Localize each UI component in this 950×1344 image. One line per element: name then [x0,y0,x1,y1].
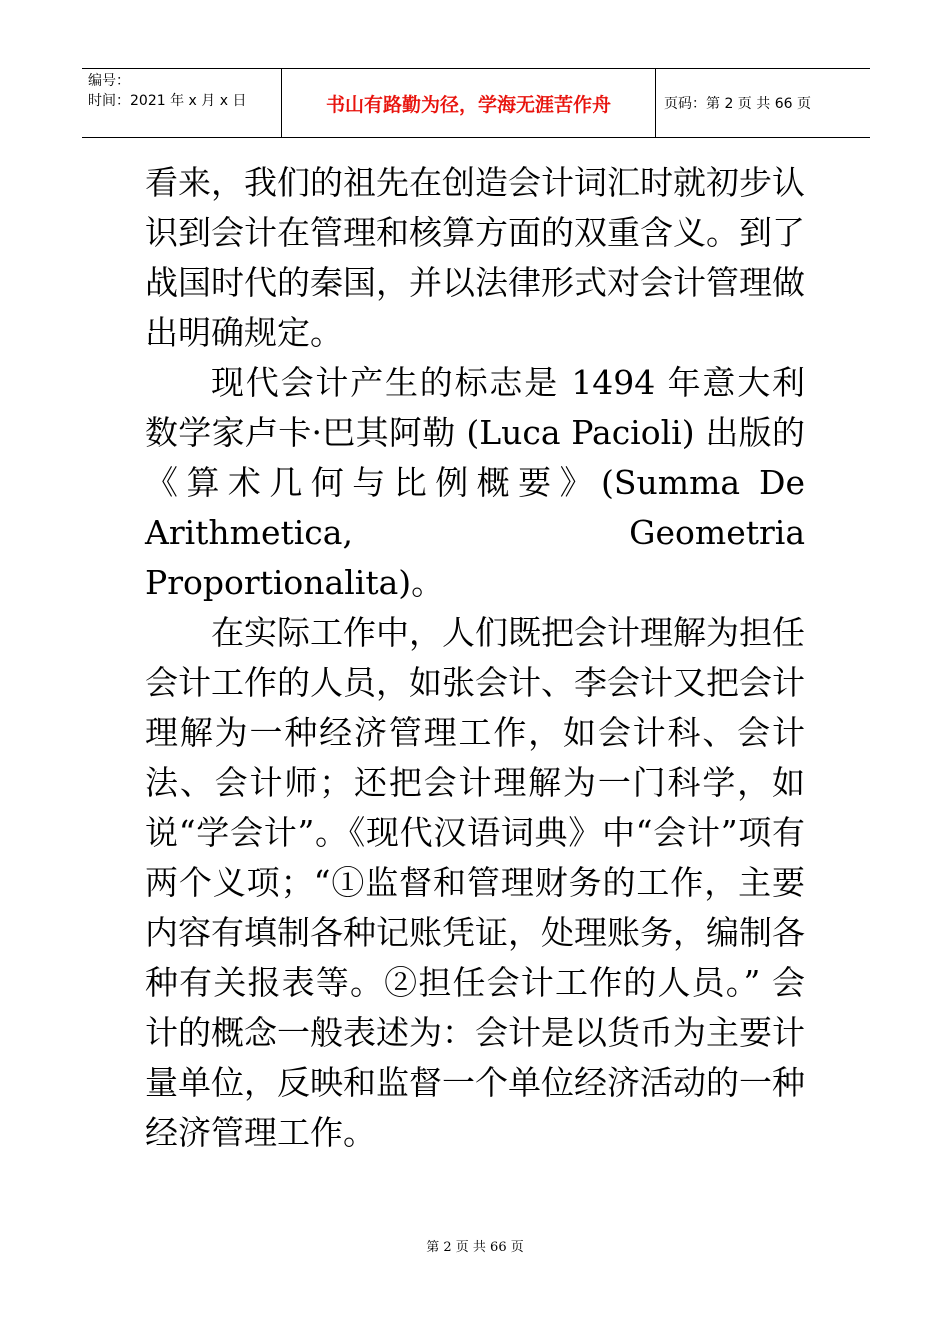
paragraph-1: 看来，我们的祖先在创造会计词汇时就初步认识到会计在管理和核算方面的双重含义。到了战国时代的秦国，并以法律形式对会计管理做出明确规定。 [145,163,805,352]
page-footer: 第 2 页 共 66 页 [426,1240,524,1255]
header-motto: 书山有路勤为径，学海无涯苦作舟 [282,69,656,137]
document-body [145,158,805,1158]
header-meta [82,69,282,137]
document-date-label: 时间：2021 年 x 月 x 日 [88,93,247,109]
paragraph-2-part-1: 现代会计产生的标志是 1494 年意大利数学家卢卡·巴其阿勒 (Luca Pacioli) 出版的《算术几何与比例概要》(Summa De [145,363,805,502]
paragraph-3: 在实际工作中，人们既把会计理解为担任会计工作的人员，如张会计、李会计又把会计理解为一种经济管理工作，如会计科、会计法、会计师；还把会计理解为一门科学，如说“学会计”。《现代汉语词典》中“会计”项有两个义项；“①监督和管理财务的工作，主要内容有填制各种记账凭证，处理账务，编制各种有关报表等。②担任会计工作的人员。” 会计的概念一般表述为：会计是以货币为主要计量单位，反映和监督一个单位经济活动的一种经济管理工作。 [145,613,805,1152]
paragraph-2-part-2: Arithmetica, Geometria Proportionalita)。 [145,513,805,602]
header-page-info: 页码：第 2 页 共 66 页 [664,96,811,112]
page-header [82,68,870,138]
document-number-label: 编号： [88,73,130,89]
